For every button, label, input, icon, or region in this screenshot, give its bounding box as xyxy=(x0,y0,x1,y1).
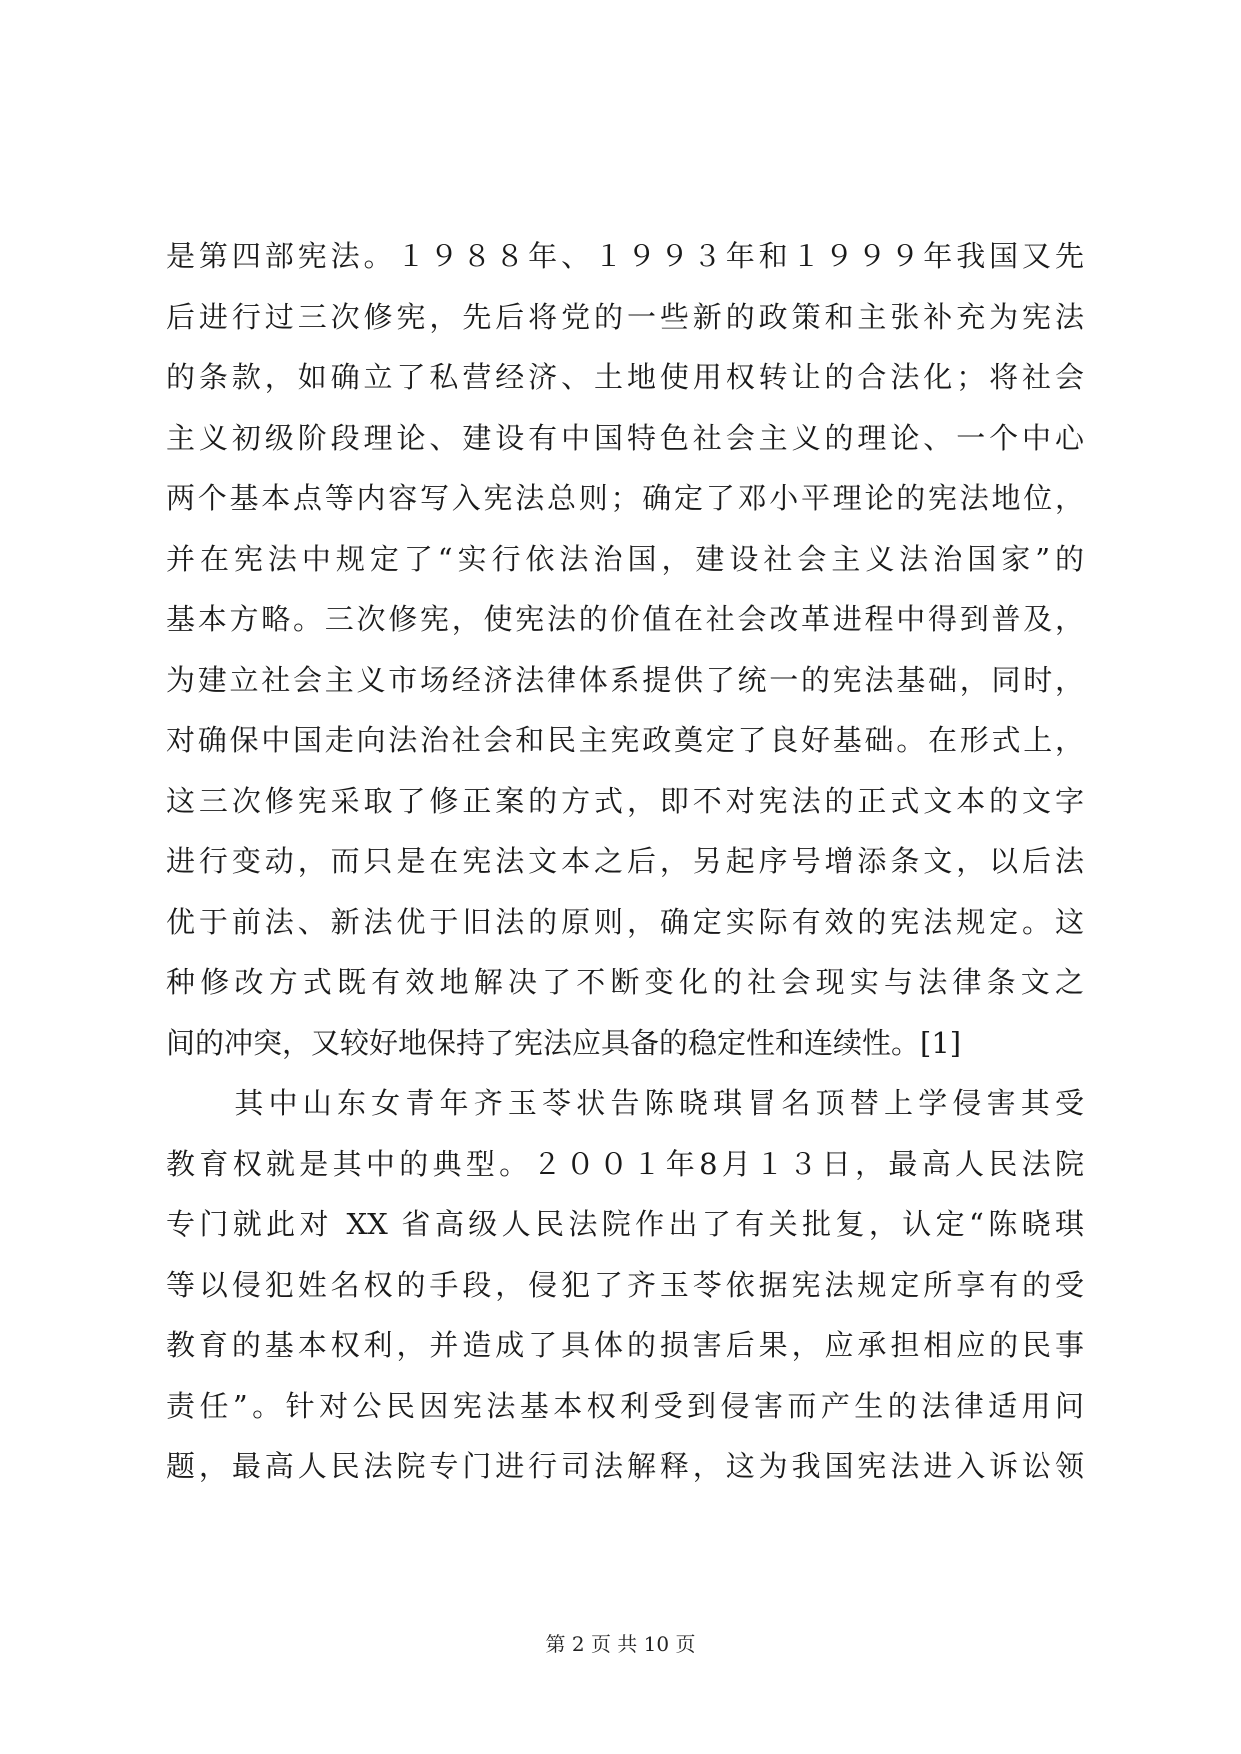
text-line: 对确保中国走向法治社会和民主宪政奠定了良好基础。在形式上， xyxy=(166,723,1084,757)
text-line: 后进行过三次修宪，先后将党的一些新的政策和主张补充为宪法 xyxy=(166,299,1084,334)
text-line: 专门就此对 XX 省高级人民法院作出了有关批复，认定“陈晓琪 xyxy=(166,1207,1084,1241)
text-line: 等以侵犯姓名权的手段，侵犯了齐玉苓依据宪法规定所享有的受 xyxy=(166,1267,1084,1302)
text-line: 其中山东女青年齐玉苓状告陈晓琪冒名顶替上学侵害其受 xyxy=(166,1086,1084,1120)
text-line: 主义初级阶段理论、建设有中国特色社会主义的理论、一个中心 xyxy=(166,420,1084,455)
text-line: 的条款，如确立了私营经济、土地使用权转让的合法化；将社会 xyxy=(166,360,1084,394)
body-text xyxy=(166,226,1084,1497)
text-line: 间的冲突，又较好地保持了宪法应具备的稳定性和连续性。[1] xyxy=(166,1025,962,1060)
text-line: 教育的基本权利，并造成了具体的损害后果，应承担相应的民事 xyxy=(166,1328,1084,1362)
text-line: 优于前法、新法优于旧法的原则，确定实际有效的宪法规定。这 xyxy=(166,904,1084,939)
text-line: 这三次修宪采取了修正案的方式，即不对宪法的正式文本的文字 xyxy=(166,783,1084,818)
text-line: 为建立社会主义市场经济法律体系提供了统一的宪法基础，同时， xyxy=(166,662,1084,697)
text-line: 是第四部宪法。１９８８年、１９９３年和１９９９年我国又先 xyxy=(166,239,1084,273)
text-line: 并在宪法中规定了“实行依法治国，建设社会主义法治国家”的 xyxy=(166,541,1084,576)
text-line: 基本方略。三次修宪，使宪法的价值在社会改革进程中得到普及， xyxy=(166,602,1084,636)
text-line: 责任”。针对公民因宪法基本权利受到侵害而产生的法律适用问 xyxy=(166,1388,1084,1423)
text-line: 进行变动，而只是在宪法文本之后，另起序号增添条文，以后法 xyxy=(166,844,1084,878)
text-line: 题，最高人民法院专门进行司法解释，这为我国宪法进入诉讼领 xyxy=(166,1449,1084,1483)
text-line: 教育权就是其中的典型。２００１年8月１３日，最高人民法院 xyxy=(166,1146,1084,1181)
page-number-footer: 第 2 页 共 10 页 xyxy=(545,1632,696,1656)
text-line: 种修改方式既有效地解决了不断变化的社会现实与法律条文之 xyxy=(166,965,1084,999)
text-line: 两个基本点等内容写入宪法总则；确定了邓小平理论的宪法地位， xyxy=(166,481,1084,515)
